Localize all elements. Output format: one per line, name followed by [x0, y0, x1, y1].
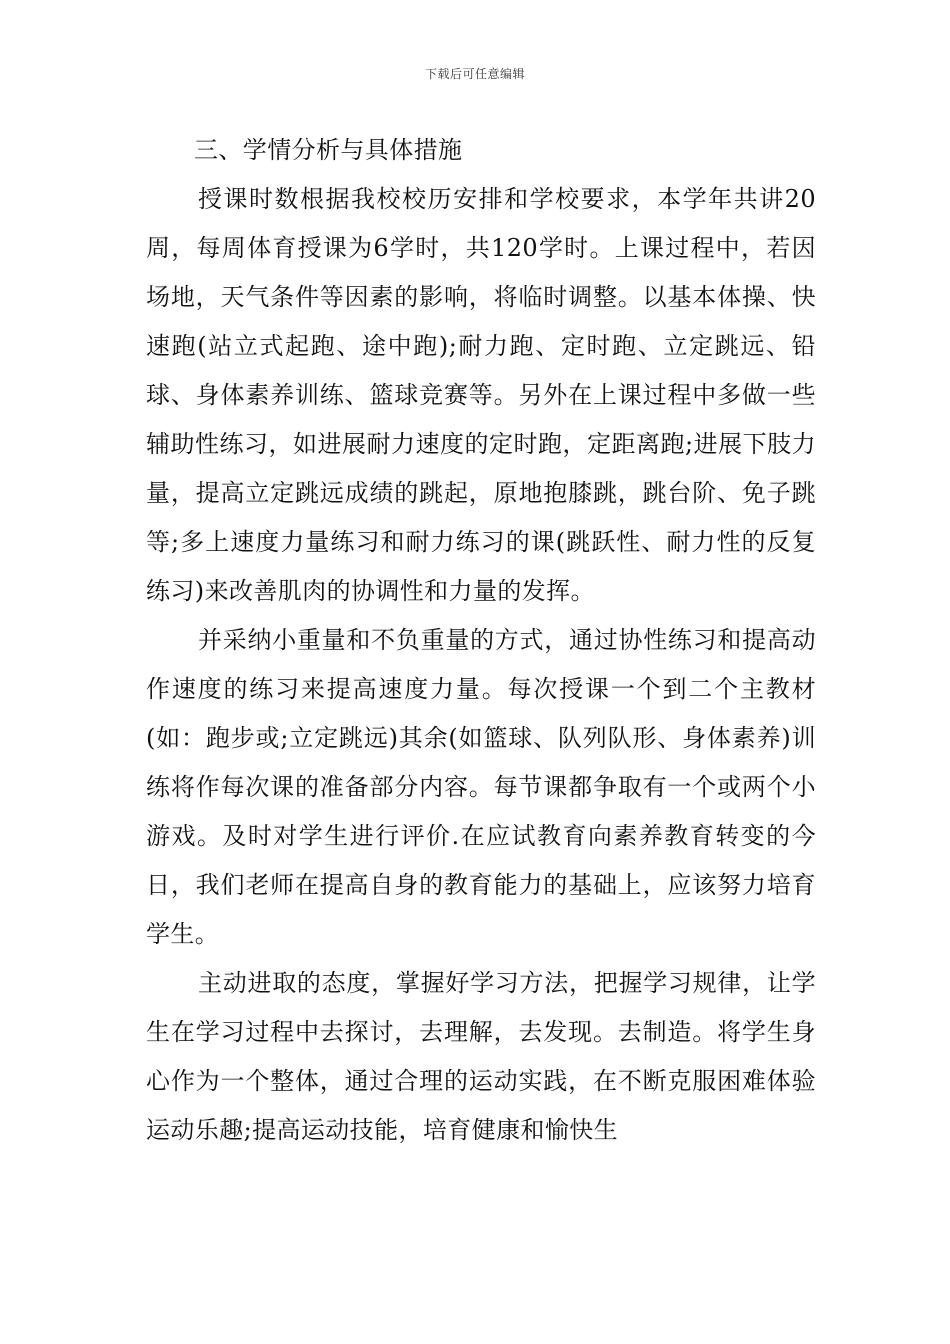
paragraph-1: 授课时数根据我校校历安排和学校要求，本学年共讲20周，每周体育授课为6学时，共120学时。上课过程中，若因场地，天气条件等因素的影响，将临时调整。以基本体操、快速跑(站立式起跑、途中跑);耐力跑、定时跑、立定跳远、铅球、身体素养训练、篮球竞赛等。另外在上课过程中多做一些辅助性练习，如进展耐力速度的定时跑，定距离跑;进展下肢力量，提高立定跳远成绩的跳起，原地抱膝跳，跳台阶、免子跳等;多上速度力量练习和耐力练习的课(跳跃性、耐力性的反复练习)来改善肌肉的协调性和力量的发挥。: [146, 185, 816, 605]
section-heading: 三、学情分析与具体措施: [194, 136, 463, 164]
document-body: [146, 126, 816, 1155]
paragraph-2: 并采纳小重量和不负重量的方式，通过协性练习和提高动作速度的练习来提高速度力量。每次授课一个到二个主教材(如：跑步或;立定跳远)其余(如篮球、队列队形、身体素养)训练将作每次课的准备部分内容。每节课都争取有一个或两个小游戏。及时对学生进行评价.在应试教育向素养教育转变的今日，我们老师在提高自身的教育能力的基础上，应该努力培育学生。: [146, 626, 816, 948]
header-note: 下载后可任意编辑: [424, 67, 525, 81]
paragraph-3: 主动进取的态度，掌握好学习方法，把握学习规律，让学生在学习过程中去探讨，去理解，去发现。去制造。将学生身心作为一个整体，通过合理的运动实践，在不断克服困难体验运动乐趣;提高运动技能，培育健康和愉快生: [146, 969, 816, 1144]
